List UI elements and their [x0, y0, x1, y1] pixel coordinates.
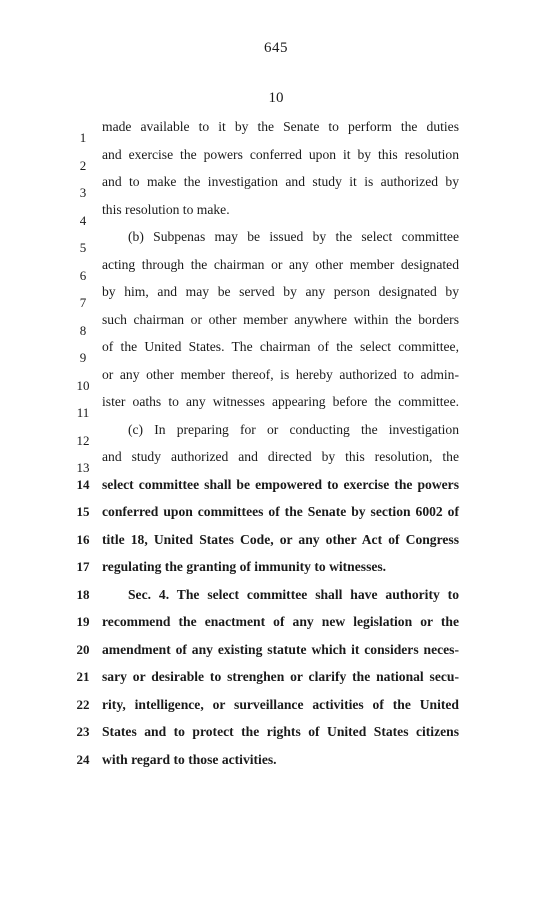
numbered-line: [0, 254, 552, 282]
line-number: 5: [79, 240, 87, 255]
numbered-line: [0, 721, 552, 749]
line-text: regulating the granting of immunity to witnesses.: [102, 559, 387, 574]
line-text: and exercise the powers conferred upon it by this resolution: [102, 146, 459, 162]
numbered-line: [0, 529, 552, 557]
numbered-line: [0, 666, 552, 694]
line-text: ister oaths to any witnesses appearing before the committee.: [102, 394, 459, 409]
line-text: Sec. 4. The select committee shall have authority to: [128, 586, 459, 602]
line-text: rity, intelligence, or surveillance activities of the United: [102, 696, 459, 712]
numbered-line: [0, 419, 552, 447]
line-text: amendment of any existing statute which it considers neces-: [102, 641, 459, 657]
line-text: made available to it by the Senate to perform the duties: [102, 119, 459, 134]
line-number: 7: [79, 295, 87, 310]
numbered-line: [0, 501, 552, 529]
line-number: 21: [76, 669, 90, 684]
line-number: 6: [79, 267, 87, 283]
line-number: 22: [76, 696, 90, 712]
line-number: 8: [79, 322, 87, 338]
numbered-line: [0, 749, 552, 777]
line-number: 19: [76, 614, 90, 629]
line-text: acting through the chairman or any other member designated: [102, 256, 459, 272]
numbered-line: [0, 446, 552, 474]
numbered-line: [0, 309, 552, 337]
numbered-line: [0, 556, 552, 584]
line-number: 14: [76, 476, 90, 492]
numbered-line: [0, 144, 552, 172]
line-text: or any other member thereof, is hereby authorized to admin-: [102, 366, 459, 382]
line-text: such chairman or other member anywhere within the borders: [102, 311, 459, 327]
numbered-line: [0, 391, 552, 419]
line-number: 4: [79, 212, 87, 228]
line-text: and study authorized and directed by this resolution, the: [102, 449, 459, 464]
line-number: 10: [76, 377, 90, 393]
line-text: select committee shall be empowered to exercise the powers: [102, 476, 459, 492]
numbered-lines: [0, 116, 552, 776]
line-text: States and to protect the rights of United States citizens: [102, 724, 459, 739]
line-text: and to make the investigation and study it is authorized by: [102, 174, 459, 189]
numbered-line: [0, 639, 552, 667]
line-number: 18: [76, 586, 90, 602]
bill-page-number: 10: [268, 90, 284, 106]
numbered-line: [0, 474, 552, 502]
line-text: conferred upon committees of the Senate by section 6002 of: [102, 504, 459, 519]
line-number: 20: [76, 641, 90, 657]
line-number: 1: [79, 130, 87, 145]
line-number: 15: [76, 504, 90, 519]
numbered-line: [0, 281, 552, 309]
numbered-line: [0, 336, 552, 364]
numbered-line: [0, 584, 552, 612]
line-text: (c) In preparing for or conducting the investigation: [128, 421, 459, 437]
line-number: 13: [76, 460, 90, 475]
line-number: 23: [76, 724, 90, 739]
line-text: (b) Subpenas may be issued by the select committee: [128, 229, 459, 244]
line-number: 24: [76, 751, 90, 767]
numbered-line: [0, 694, 552, 722]
line-text: title 18, United States Code, or any other Act of Congress: [102, 531, 459, 547]
line-number: 12: [76, 432, 90, 448]
line-number: 3: [79, 185, 87, 200]
line-text: of the United States. The chairman of the select committee,: [102, 339, 459, 354]
line-number: 16: [76, 531, 90, 547]
numbered-line: [0, 116, 552, 144]
numbered-line: [0, 171, 552, 199]
line-number: 17: [76, 559, 90, 574]
line-text: by him, and may be served by any person designated by: [102, 284, 459, 299]
numbered-line: [0, 199, 552, 227]
line-number: 9: [79, 350, 87, 365]
page-number: 645: [264, 40, 288, 56]
numbered-line: [0, 611, 552, 639]
numbered-line: [0, 226, 552, 254]
line-number: 11: [76, 405, 90, 420]
line-text: recommend the enactment of any new legislation or the: [102, 614, 459, 629]
line-text: with regard to those activities.: [102, 751, 277, 767]
line-text: this resolution to make.: [102, 201, 230, 217]
numbered-line: [0, 364, 552, 392]
line-number: 2: [79, 157, 87, 173]
line-text: sary or desirable to strenghen or clarify the national secu-: [102, 669, 459, 684]
